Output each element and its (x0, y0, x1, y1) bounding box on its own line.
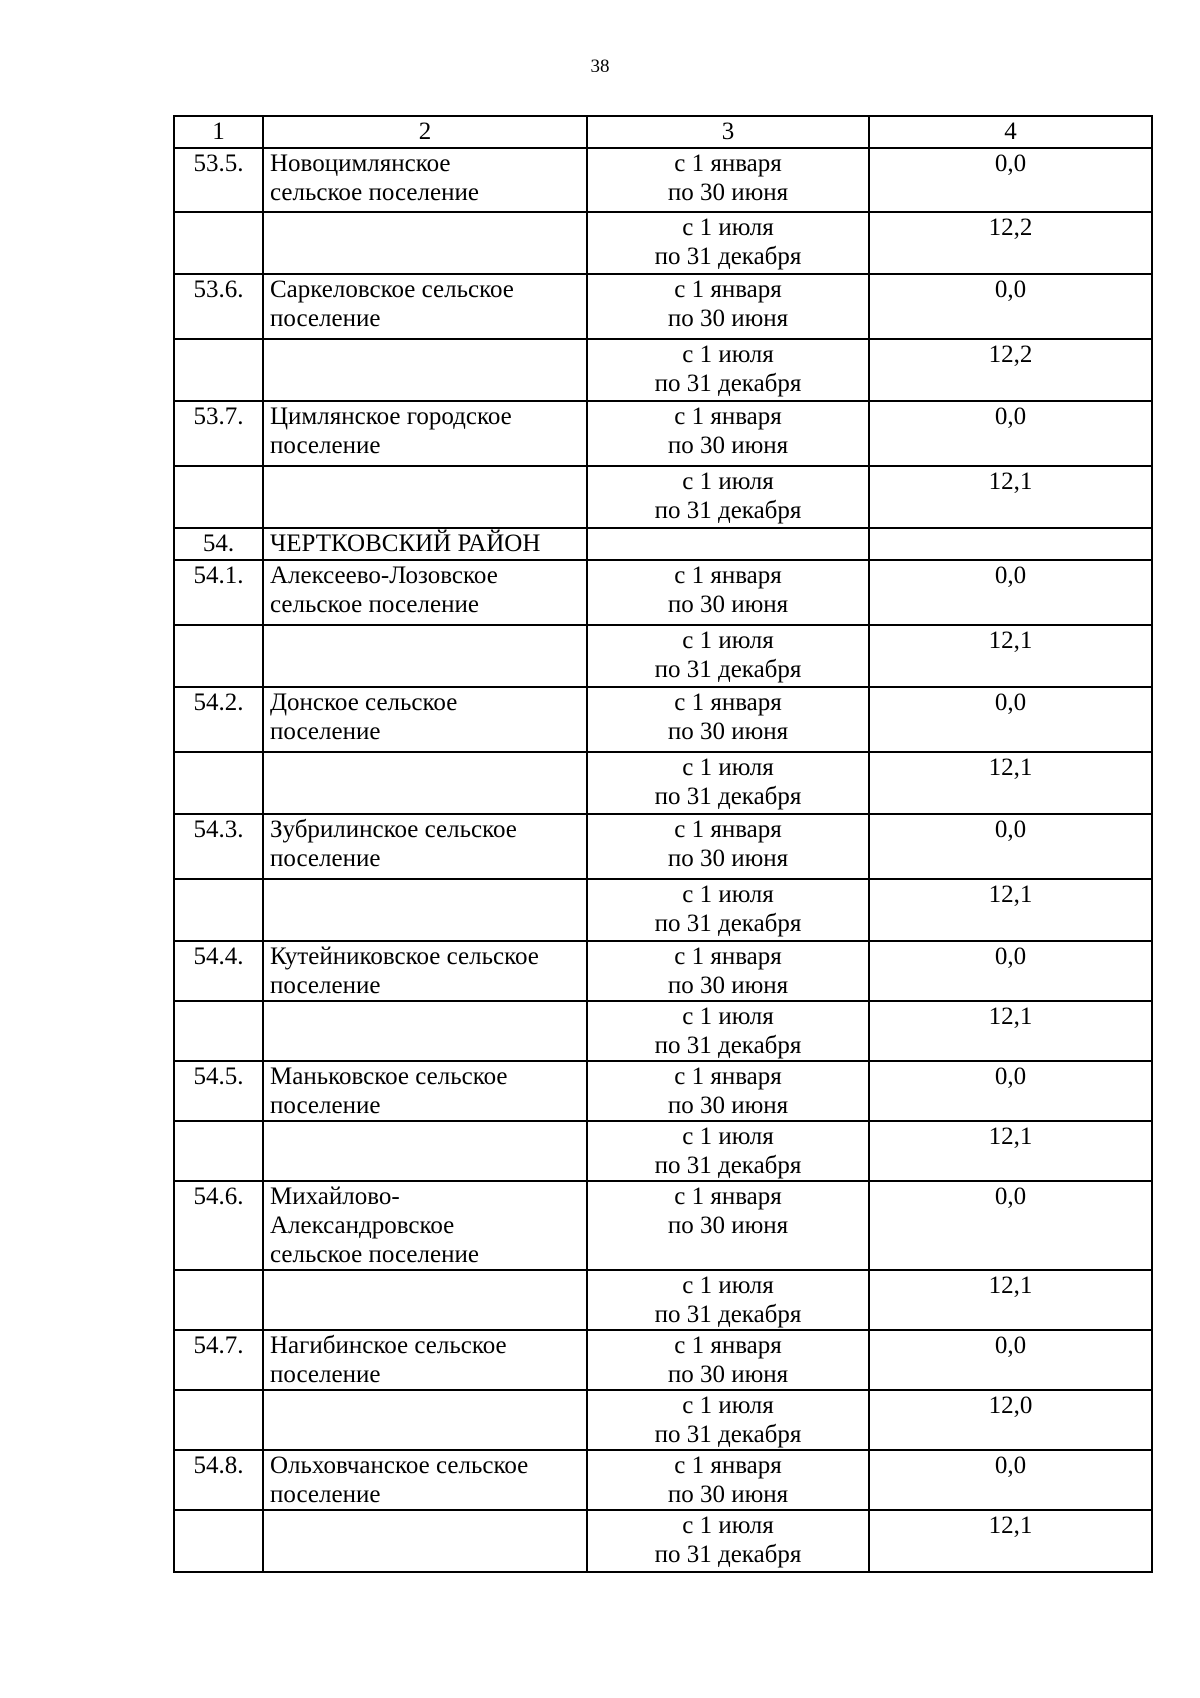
settlement-name-line: сельское поселение (270, 179, 479, 206)
period-line: по 31 декабря (654, 243, 802, 270)
row-number (174, 466, 263, 528)
value: 12,1 (869, 1121, 1152, 1181)
settlement-name-line: Зубрилинское сельское (270, 816, 517, 843)
header-col-2: 2 (263, 116, 587, 148)
table-row (174, 528, 1152, 560)
period-line: по 31 декабря (654, 783, 802, 810)
period-line: с 1 января (674, 1183, 782, 1210)
settlement-name-line: поселение (270, 1481, 381, 1508)
period-line: с 1 января (674, 816, 782, 843)
period-line: по 30 июня (667, 718, 789, 745)
settlement-name (263, 879, 587, 941)
table-row (174, 687, 1152, 752)
row-number: 53.5. (174, 148, 263, 212)
row-number: 54.6. (174, 1181, 263, 1270)
value: 12,1 (869, 466, 1152, 528)
period-line: по 30 июня (667, 432, 789, 459)
table-row (174, 339, 1152, 401)
value: 0,0 (869, 560, 1152, 625)
value: 0,0 (869, 1181, 1152, 1270)
table-row (174, 1330, 1152, 1390)
value: 12,1 (869, 1510, 1152, 1572)
value: 0,0 (869, 1061, 1152, 1121)
settlement-name-line: поселение (270, 718, 381, 745)
value: 12,1 (869, 1270, 1152, 1330)
period-line: по 31 декабря (654, 1421, 802, 1448)
settlement-name (263, 941, 587, 1001)
settlement-name (263, 401, 587, 466)
value (869, 528, 1152, 560)
period (587, 1181, 869, 1270)
settlement-name (263, 1450, 587, 1510)
table-row (174, 466, 1152, 528)
period-line: по 30 июня (667, 1361, 789, 1388)
settlement-name (263, 466, 587, 528)
period-line: с 1 июля (682, 1512, 774, 1539)
settlement-name (263, 1270, 587, 1330)
page-number: 38 (590, 56, 610, 77)
period-line: с 1 июля (682, 627, 774, 654)
period (587, 1510, 869, 1572)
row-number: 54.8. (174, 1450, 263, 1510)
table-row (174, 1510, 1152, 1572)
period-line: с 1 июля (682, 341, 774, 368)
period-line: с 1 июля (682, 214, 774, 241)
period-line: с 1 января (674, 403, 782, 430)
table-row (174, 274, 1152, 339)
period-line: по 31 декабря (654, 370, 802, 397)
table-row (174, 1121, 1152, 1181)
table-row (174, 941, 1152, 1001)
table-row (174, 879, 1152, 941)
settlement-name (263, 148, 587, 212)
period-line: с 1 июля (682, 1272, 774, 1299)
settlement-name (263, 212, 587, 274)
row-number: 54.2. (174, 687, 263, 752)
header-col-3: 3 (587, 116, 869, 148)
header-col-4: 4 (869, 116, 1152, 148)
row-number (174, 1270, 263, 1330)
period-line: по 31 декабря (654, 1152, 802, 1179)
period (587, 1061, 869, 1121)
table-row (174, 625, 1152, 687)
settlement-name-line: поселение (270, 432, 381, 459)
period-line: по 31 декабря (654, 1301, 802, 1328)
settlement-name (263, 1510, 587, 1572)
period-line: с 1 июля (682, 468, 774, 495)
period-line: с 1 января (674, 276, 782, 303)
value: 12,0 (869, 1390, 1152, 1450)
period-line: по 30 июня (667, 1212, 789, 1239)
period-line: по 30 июня (667, 179, 789, 206)
row-number (174, 625, 263, 687)
period (587, 1121, 869, 1181)
settlement-name (263, 1121, 587, 1181)
table-row (174, 1001, 1152, 1061)
table-row (174, 212, 1152, 274)
table-row (174, 1390, 1152, 1450)
period-line: с 1 июля (682, 881, 774, 908)
settlement-name (263, 528, 587, 560)
period (587, 1330, 869, 1390)
period-line: с 1 июля (682, 1003, 774, 1030)
row-number (174, 1121, 263, 1181)
settlement-name (263, 752, 587, 814)
row-number: 54. (174, 528, 263, 560)
period-line: с 1 января (674, 562, 782, 589)
table-row (174, 814, 1152, 879)
period-line: с 1 января (674, 150, 782, 177)
period (587, 560, 869, 625)
row-number: 53.7. (174, 401, 263, 466)
period-line: по 31 декабря (654, 1032, 802, 1059)
period-line: с 1 января (674, 1063, 782, 1090)
row-number (174, 1390, 263, 1450)
row-number: 53.6. (174, 274, 263, 339)
period (587, 625, 869, 687)
period (587, 1450, 869, 1510)
period (587, 814, 869, 879)
settlement-name (263, 560, 587, 625)
settlement-name (263, 687, 587, 752)
settlement-name-line: Михайлово- (270, 1183, 400, 1210)
row-number: 54.5. (174, 1061, 263, 1121)
settlement-name-line: Донское сельское (270, 689, 458, 716)
header-col-1: 1 (174, 116, 263, 148)
settlement-name-line: Ольховчанское сельское (270, 1452, 529, 1479)
period (587, 148, 869, 212)
period-line: по 31 декабря (654, 497, 802, 524)
settlement-name (263, 1330, 587, 1390)
table-row (174, 148, 1152, 212)
value: 0,0 (869, 401, 1152, 466)
settlement-name (263, 274, 587, 339)
period-line: с 1 января (674, 689, 782, 716)
row-number (174, 212, 263, 274)
table-row (174, 752, 1152, 814)
period (587, 528, 869, 560)
period-line: по 31 декабря (654, 1541, 802, 1568)
settlement-name-line: поселение (270, 972, 381, 999)
period (587, 212, 869, 274)
period (587, 466, 869, 528)
period (587, 941, 869, 1001)
period (587, 274, 869, 339)
settlement-name (263, 625, 587, 687)
period-line: по 31 декабря (654, 910, 802, 937)
table-header (174, 116, 1152, 148)
settlement-name (263, 1390, 587, 1450)
row-number (174, 1510, 263, 1572)
settlement-name-line: поселение (270, 845, 381, 872)
period (587, 752, 869, 814)
table-row (174, 1450, 1152, 1510)
value: 0,0 (869, 148, 1152, 212)
row-number: 54.7. (174, 1330, 263, 1390)
value: 12,1 (869, 1001, 1152, 1061)
table-body (174, 148, 1152, 1572)
period-line: с 1 июля (682, 754, 774, 781)
settlement-name-line: Александровское (270, 1212, 455, 1239)
table-row (174, 401, 1152, 466)
row-number (174, 752, 263, 814)
row-number (174, 1001, 263, 1061)
data-table (173, 115, 1153, 1573)
settlement-name (263, 1001, 587, 1061)
settlement-name (263, 1061, 587, 1121)
settlement-name-line: поселение (270, 1092, 381, 1119)
row-number: 54.3. (174, 814, 263, 879)
value: 12,2 (869, 339, 1152, 401)
value: 12,2 (869, 212, 1152, 274)
period (587, 339, 869, 401)
period-line: по 30 июня (667, 305, 789, 332)
settlement-name (263, 814, 587, 879)
settlement-name-line: Саркеловское сельское (270, 276, 514, 303)
settlement-name-line: сельское поселение (270, 1241, 479, 1268)
value: 0,0 (869, 1330, 1152, 1390)
row-number: 54.1. (174, 560, 263, 625)
period (587, 1001, 869, 1061)
settlement-name-line: Алексеево-Лозовское (270, 562, 498, 589)
period (587, 879, 869, 941)
period-line: с 1 января (674, 1452, 782, 1479)
value: 0,0 (869, 274, 1152, 339)
settlement-name-line: поселение (270, 1361, 381, 1388)
table-row (174, 1270, 1152, 1330)
settlement-name-line: Маньковское сельское (270, 1063, 508, 1090)
settlement-name-line: поселение (270, 305, 381, 332)
period-line: по 30 июня (667, 1481, 789, 1508)
value: 0,0 (869, 687, 1152, 752)
table-row (174, 1181, 1152, 1270)
settlement-name-line: Новоцимлянское (270, 150, 451, 177)
settlement-name (263, 1181, 587, 1270)
period (587, 401, 869, 466)
settlement-name-line: Нагибинское сельское (270, 1332, 507, 1359)
value: 12,1 (869, 879, 1152, 941)
value: 12,1 (869, 752, 1152, 814)
row-number: 54.4. (174, 941, 263, 1001)
value: 12,1 (869, 625, 1152, 687)
period-line: с 1 июля (682, 1123, 774, 1150)
period-line: по 30 июня (667, 591, 789, 618)
period-line: по 30 июня (667, 1092, 789, 1119)
value: 0,0 (869, 1450, 1152, 1510)
period-line: по 31 декабря (654, 656, 802, 683)
settlement-name (263, 339, 587, 401)
row-number (174, 339, 263, 401)
period-line: с 1 июля (682, 1392, 774, 1419)
period-line: с 1 января (674, 1332, 782, 1359)
period (587, 687, 869, 752)
value: 0,0 (869, 941, 1152, 1001)
settlement-name-line: Кутейниковское сельское (270, 943, 539, 970)
row-number (174, 879, 263, 941)
table-row (174, 560, 1152, 625)
period-line: с 1 января (674, 943, 782, 970)
period (587, 1390, 869, 1450)
period-line: по 30 июня (667, 972, 789, 999)
period (587, 1270, 869, 1330)
settlement-name-line: сельское поселение (270, 591, 479, 618)
value: 0,0 (869, 814, 1152, 879)
table-row (174, 1061, 1152, 1121)
settlement-name-line: Цимлянское городское (270, 403, 512, 430)
header-row (174, 116, 1152, 148)
settlement-name-line: ЧЕРТКОВСКИЙ РАЙОН (270, 530, 541, 557)
period-line: по 30 июня (667, 845, 789, 872)
